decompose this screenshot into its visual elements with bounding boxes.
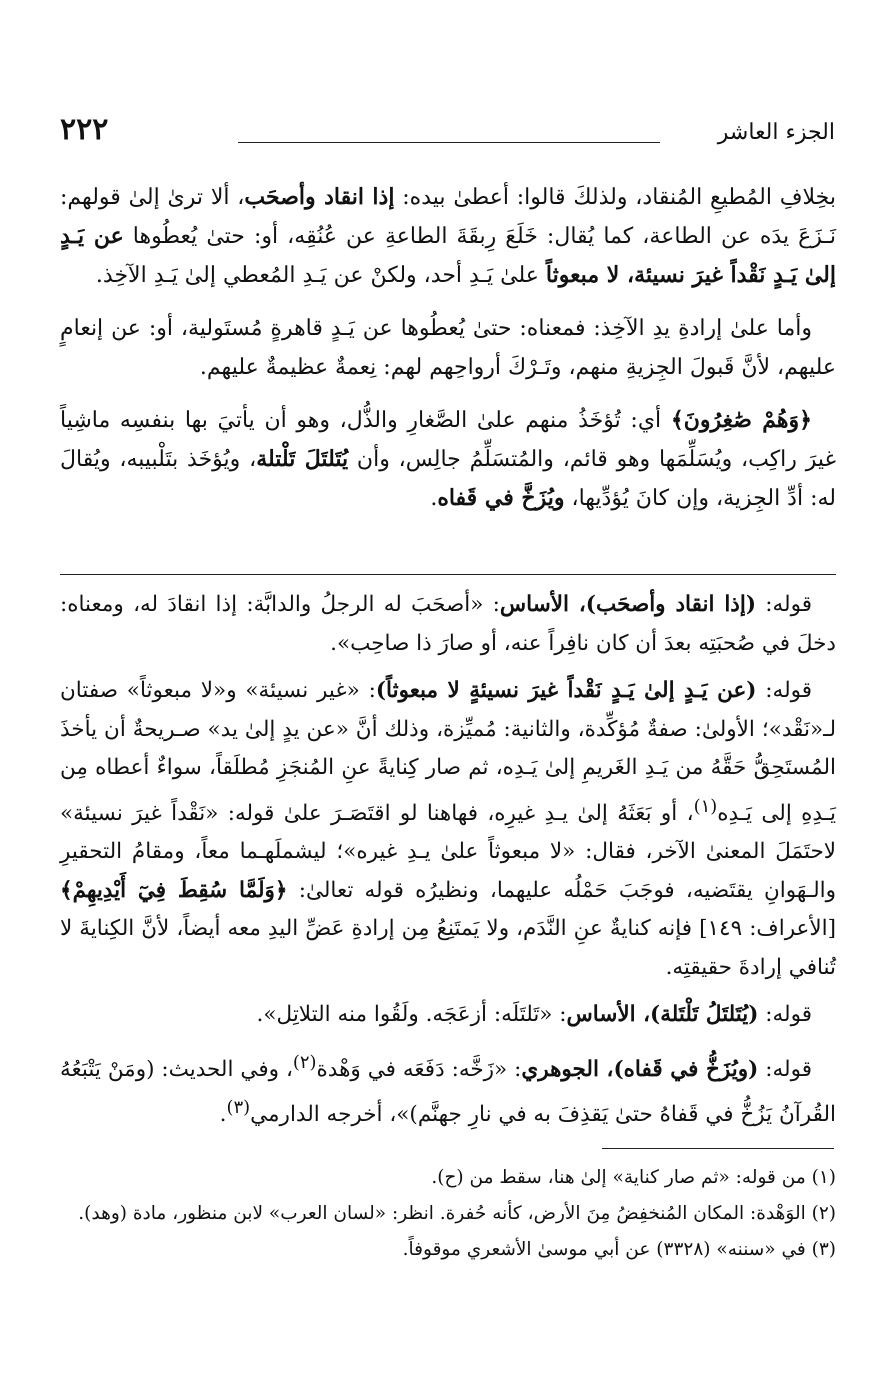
text-run: علىٰ يَـدِ أحد، ولكنْ عن يَـدِ المُعطي إلىٰ يَـدِ الآخِذ. [95,263,546,288]
text-run: . [219,1102,227,1128]
main-paragraph [60,401,836,518]
quoted-phrase: إذا انقاد وأصحَب [244,184,395,210]
text-run: ، ألا ترىٰ إلىٰ قولهم: نَـزَعَ يدَه عن الطاعة، كما يُقال: خَلَعَ رِبقَةَ الطاعةِ عن عُنُقِه، أو: حتىٰ يُعطُوها [60,185,836,249]
quoted-phrase: عن يَـدٍ إلىٰ يَـدٍ نَقْداً غيرَ نسيئة، لا مبعوثاً [60,223,836,288]
text-run: قوله: [756,678,812,703]
commentary [60,586,836,1135]
text-run: : «زَخَّه: دَفَعَه في وَهْدة [316,1056,522,1082]
main-text [60,178,836,518]
commentary-paragraph [60,672,836,987]
text-run: قوله: [756,592,812,617]
running-title: الجزء العاشر [717,120,835,145]
footnote-divider [602,1148,834,1149]
footnote: (٢) الوَهْدة: المكان المُنخفِضُ مِنَ الأرض، كأنه حُفرة. انظر: «لسان العرب» لابن منظور، مادة (وهد). [78,1203,836,1224]
lemma: (ويُزَخُّ في قَفاه)، الجوهري [521,1056,759,1082]
footnotes [60,1160,836,1268]
page-number: ٢٢٢ [60,112,109,147]
quran-verse: ﴿وَهُمْ صَٰغِرُونَ﴾ [670,407,812,433]
quoted-phrase: ويُزَخَّ في قَفاه [437,485,565,511]
text-run: [الأعراف: ١٤٩] فإنه كنايةٌ عنِ النَّدَم، ولا يَمتَنِعُ مِن إرادةِ عَضِّ اليدِ معه أيضاً، لأنَّ الكِنايةَ لا تُنافي إرادةَ حقيقتِه. [60,916,837,980]
quoted-phrase: يُتَلتَلَ تَلْتلة [256,446,349,472]
footnote: (١) من قوله: «ثم صار كناية» إلىٰ هنا، سقط من (ح). [431,1167,836,1188]
main-paragraph: وأما علىٰ إرادةِ يدِ الآخِذ: فمعناه: حتىٰ يُعطُوها عن يَـدٍ قاهرةٍ مُستَولية، أو: عن إنعامٍ عليهم، لأنَّ قَبولَ الجِزيةِ منهم، وتَـرْكَ أرواحِهم لهم: نِعمةٌ عظيمةٌ عليهم. [60,316,836,380]
page-header [60,112,835,162]
text-run: . [430,486,438,511]
commentary-paragraph [60,996,836,1035]
lemma: (عن يَـدٍ إلىٰ يَـدٍ نَقْداً غيرَ نسيئةٍ لا مبعوثاً) [375,678,757,703]
footnote-ref[interactable]: (١) [693,795,718,817]
text-run: : «غير نسيئة» و«لا مبعوثاً» صفتان لـ«نَقْد»؛ الأولىٰ: صفةٌ مُؤكِّدة، والثانية: مُميِّزة، وذلك أنَّ «عن يدٍ إلىٰ يد» صـريحةٌ أن يأخذَ المُستَحِقُّ حَقَّهُ من يَـدِ الغَريمِ إلىٰ يَـدِه، ثم صار كِنايةً عنِ المُنجَزِ مُطلَقاً، سواءٌ أعطاه مِن يَـدِهِ إلى يَـدِه [60,678,836,826]
text-run: ، أو بَعَثَهُ إلىٰ يـدِ غيرِه، فهاهنا لو اقتَصَـرَ علىٰ قوله: «نَقْداً غيرَ نسيئة» لاحتَمَلَ المعنىٰ الآخر، فقال: «لا مبعوثاً علىٰ يـدِ غيره»؛ ليشملَهـما معاً، ومقامُ التحقيرِ والـهَوانِ يقتَضيه، فوجَبَ حَمْلُه عليهما، ونظيرُه قوله تعالىٰ: [60,800,836,903]
commentary-paragraph [60,586,836,663]
footnote: (٣) في «سننه» (٣٣٢٨) عن أبي موسىٰ الأشعري موقوفاً. [402,1239,836,1260]
commentary-divider [60,574,836,575]
header-rule [238,142,660,143]
text-run: ، ويُؤخَذ بتَلْبيبه، ويُقالَ له: أدِّ الجِزية، وإن كانَ يُؤدِّيها، [60,447,836,511]
text-run: ، وفي الحديث: (ومَنْ يَتْبَعُهُ القُرآنُ يَزُخُّ في قَفاهُ حتىٰ يَقذِفَ به في نارِ جهنَّم)»، أخرجه الدارمي [60,1056,836,1128]
main-paragraph [60,178,836,295]
text-run: بخِلافِ المُطيعِ المُنقاد، ولذلكَ قالوا: أعطىٰ بيده: [394,185,836,210]
commentary-paragraph [60,1044,836,1135]
quran-verse: ﴿وَلَمَّا سُقِطَ فِيٓ أَيْدِيهِمْ﴾ [60,877,288,903]
lemma: (إذا انقاد وأصحَب)، الأساس [499,592,757,617]
text-run: أي: تُؤخَذُ منهم علىٰ الصَّغارِ والذُّل، وهو أن يأتيَ بها بنفسِه ماشِياً غيرَ راكِب، ويُسَلِّمَها وهو قائم، والمُتسَلِّمُ جالِس، وأن [60,408,836,472]
text-run: : «أصحَبَ له الرجلُ والدابَّة: إذا انقادَ له، ومعناه: دخلَ في صُحبَتِه بعدَ أن كان نافِراً عنه، أو صارَ ذا صاحِب». [60,592,836,656]
lemma: (يُتَلتَلُ تَلْتَلة)، الأساس [566,1002,759,1028]
text-run: قوله: [758,1056,812,1082]
text-run: : «تَلتَلَه: أزعَجَه. ولَقُوا منه التلاتِل». [256,1002,567,1028]
text-run: قوله: [758,1002,812,1028]
footnote-ref[interactable]: (٣) [226,1097,251,1119]
footnote-ref[interactable]: (٢) [292,1051,317,1073]
